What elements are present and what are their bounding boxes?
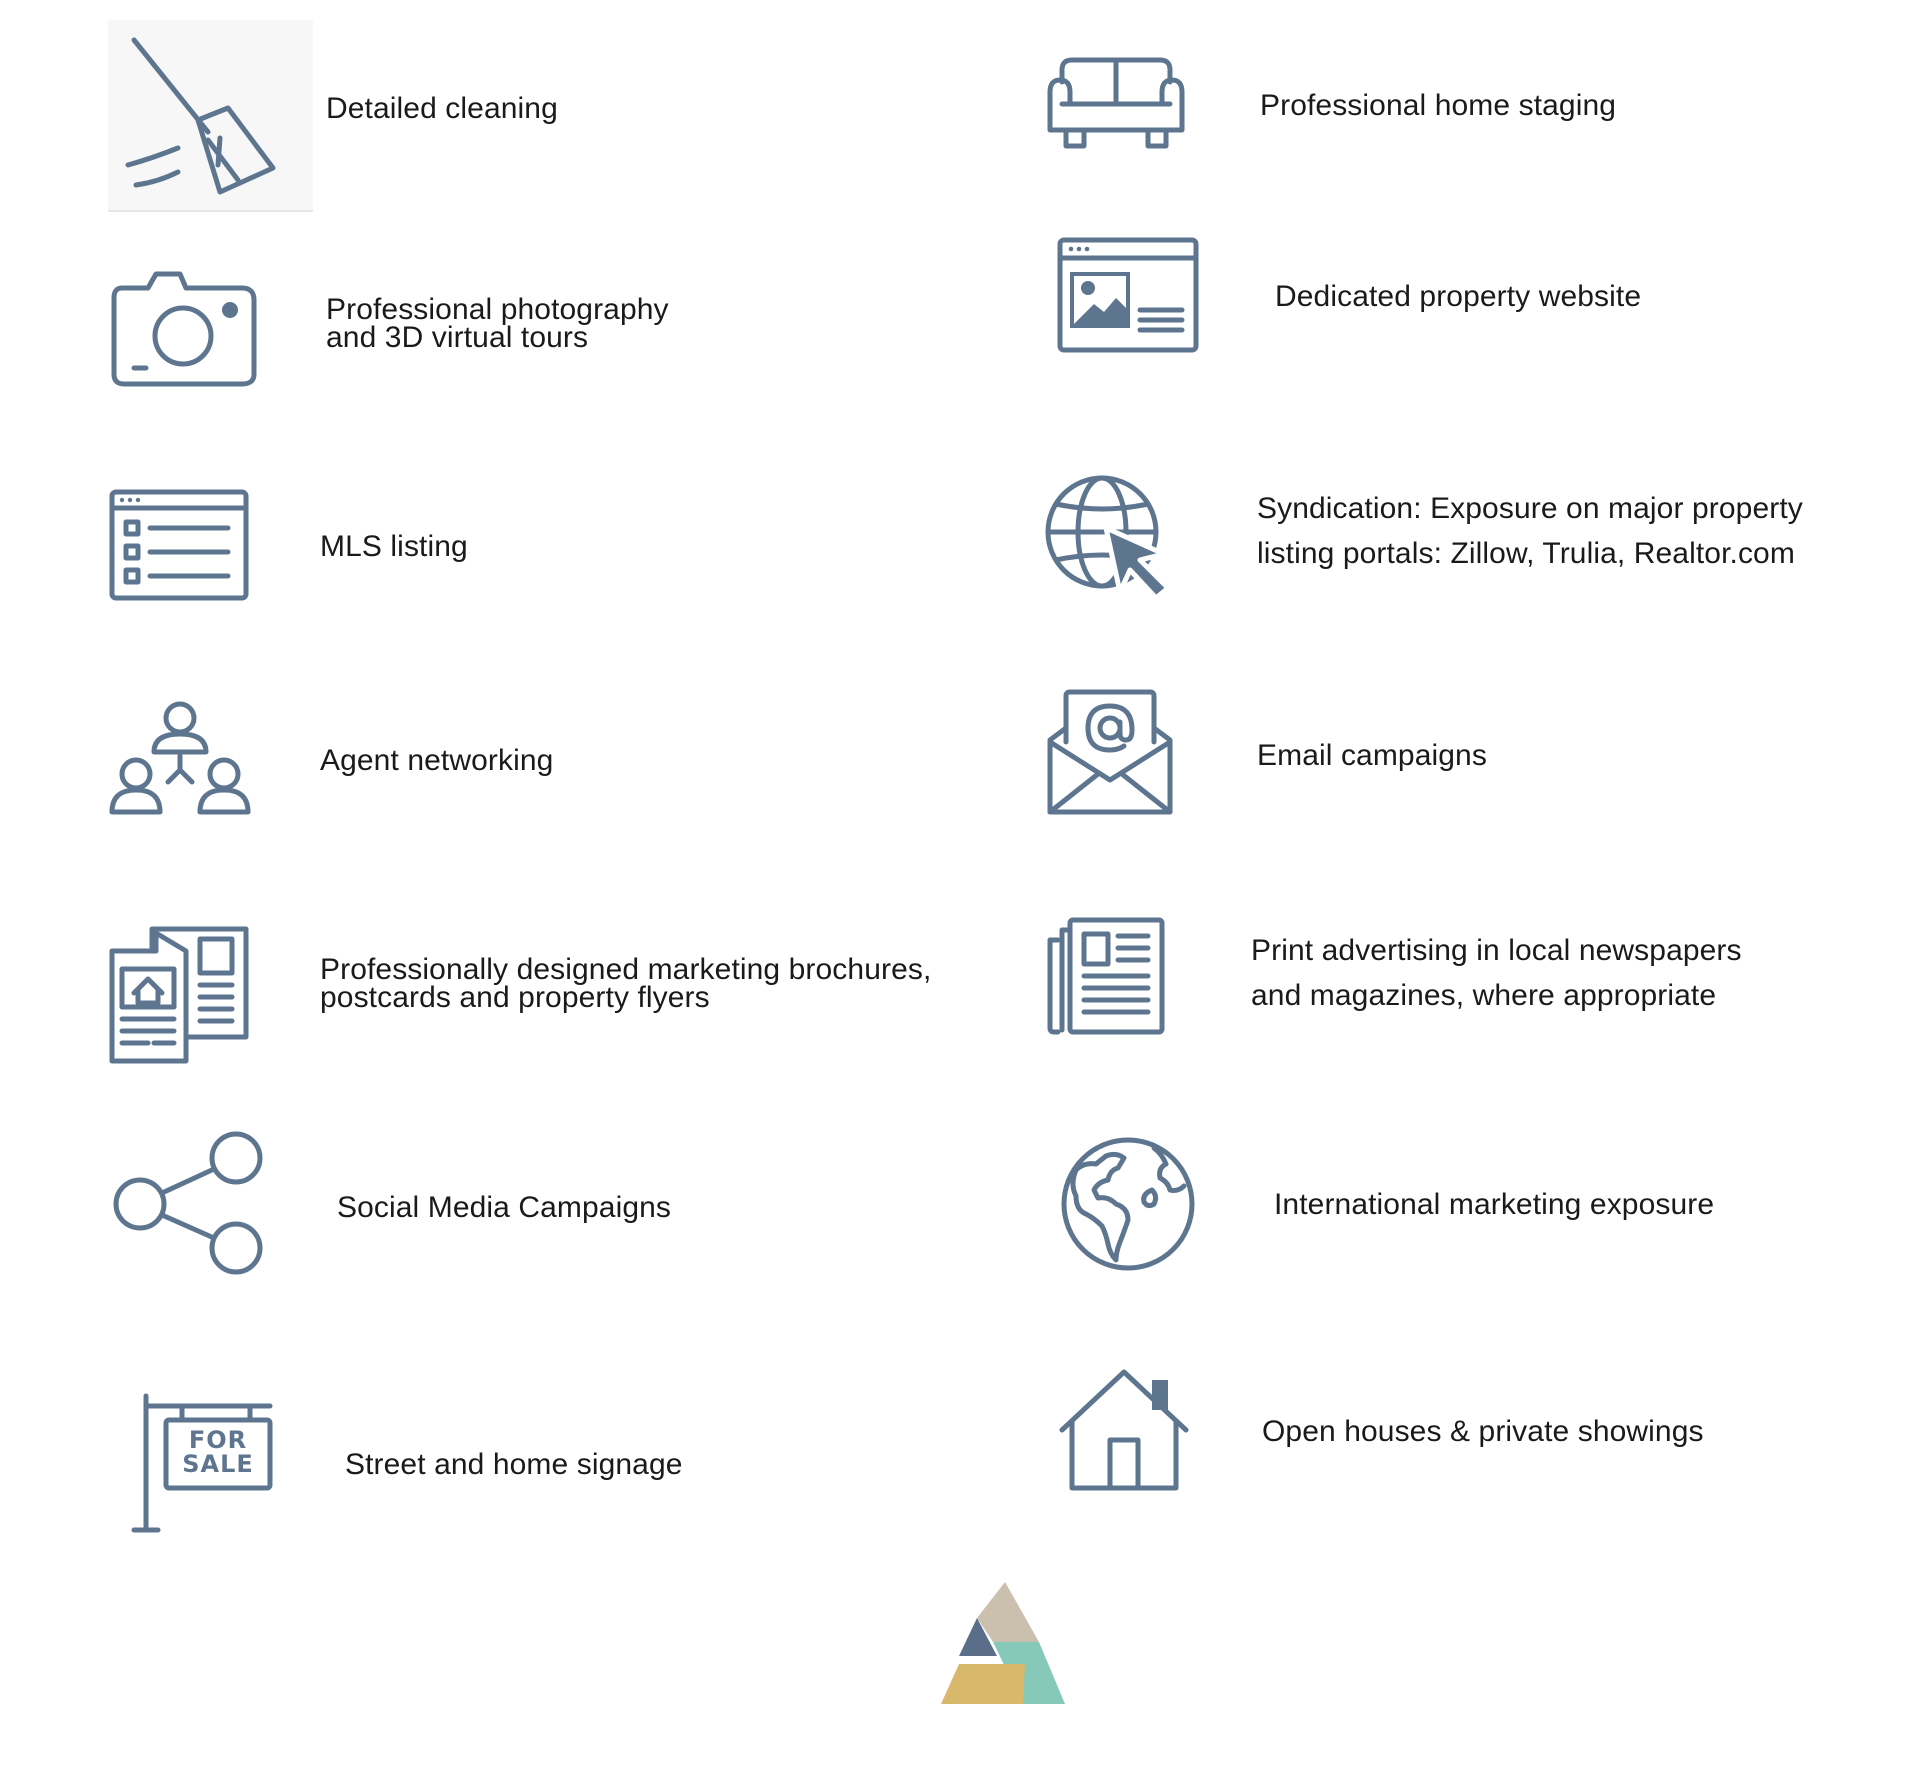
label-line: Detailed cleaning [326, 92, 558, 125]
label-line: and 3D virtual tours [326, 321, 589, 354]
listing-checklist-icon [110, 490, 250, 602]
label-line: Street and home signage [345, 1448, 683, 1481]
for-sale-sign-icon [132, 1392, 276, 1534]
sofa-icon [1046, 56, 1186, 152]
label-line: and magazines, where appropriate [1251, 979, 1717, 1012]
camera-icon [110, 270, 256, 388]
newspaper-icon [1046, 916, 1166, 1036]
share-icon [112, 1130, 270, 1276]
sign-text-line: SALE [182, 1450, 254, 1478]
service-label [320, 532, 468, 562]
label-line: Dedicated property website [1275, 280, 1642, 313]
label-line: Syndication: Exposure on major property [1257, 492, 1803, 525]
service-label [337, 1193, 671, 1223]
brochures-icon [108, 925, 250, 1065]
label-line: MLS listing [320, 530, 468, 563]
triangle-logo-icon [937, 1578, 1069, 1713]
service-label [1251, 928, 1742, 1018]
label-line: Professional home staging [1260, 89, 1617, 122]
world-globe-icon [1058, 1134, 1198, 1274]
email-icon [1046, 688, 1174, 818]
label-line: Print advertising in local newspapers [1251, 934, 1742, 967]
service-label [1257, 741, 1487, 771]
agent-network-icon [108, 700, 252, 818]
service-label [326, 293, 669, 354]
label-line: Email campaigns [1257, 739, 1487, 772]
service-label [1257, 486, 1803, 576]
service-label [1260, 91, 1616, 121]
service-label [1262, 1417, 1704, 1447]
website-icon [1058, 238, 1198, 352]
service-label [320, 953, 932, 1014]
label-line: Professional photography [326, 293, 669, 326]
service-label [345, 1450, 683, 1480]
sign-text [166, 1428, 270, 1476]
label-line: Social Media Campaigns [337, 1191, 672, 1224]
label-line: postcards and property flyers [320, 981, 710, 1014]
service-label [1275, 282, 1641, 312]
house-icon [1058, 1368, 1190, 1492]
label-line: Open houses & private showings [1262, 1415, 1704, 1448]
service-label [1274, 1190, 1714, 1220]
service-label [320, 746, 553, 776]
service-label [326, 94, 558, 124]
label-line: listing portals: Zillow, Trulia, Realtor.com [1257, 537, 1795, 570]
label-line: Professionally designed marketing brochures, [320, 953, 932, 986]
label-line: Agent networking [320, 744, 554, 777]
globe-cursor-icon [1044, 474, 1176, 594]
label-line: International marketing exposure [1274, 1188, 1715, 1221]
sign-text-line: FOR [188, 1426, 248, 1454]
broom-icon [108, 20, 313, 212]
